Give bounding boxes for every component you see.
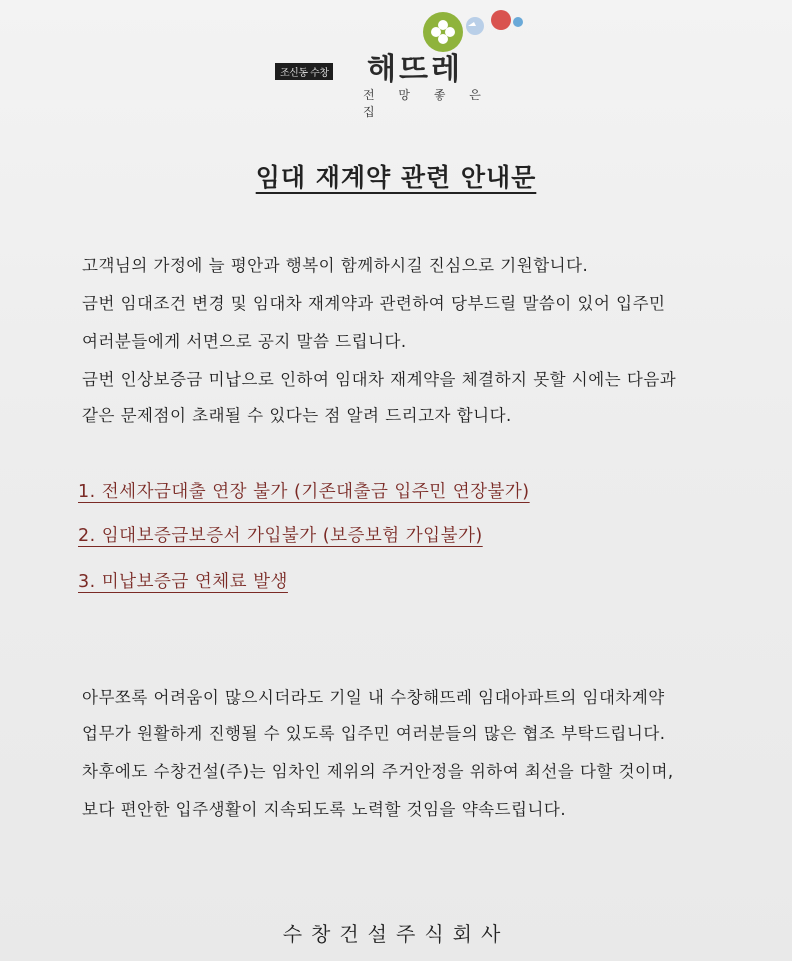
intro-line: 여러분들에게 서면으로 공지 말씀 드립니다. xyxy=(82,332,407,351)
notice-item: 3. 미납보증금 연체료 발생 xyxy=(78,572,288,592)
closing-line: 보다 편안한 입주생활이 지속되도록 노력할 것임을 약속드립니다. xyxy=(82,800,567,819)
closing-line: 차후에도 수창건설(주)는 임차인 제위의 주거안정을 위하여 최선을 다할 것이며, xyxy=(82,762,674,781)
logo-tagline: 전 망 좋 은 집 xyxy=(363,88,491,119)
closing-line: 아무쪼록 어려움이 많으시더라도 기일 내 수창해뜨레 임대아파트의 임대차계약 xyxy=(82,688,665,707)
intro-line: 금번 임대조건 변경 및 임대차 재계약과 관련하여 당부드릴 말씀이 있어 입주민 xyxy=(82,294,666,313)
document-title-text: 임대 재계약 관련 안내문 xyxy=(255,163,537,192)
document-title xyxy=(0,158,792,194)
logo-badge: 조신동 수창 xyxy=(275,63,333,80)
company-signature: 수창건설주식회사 xyxy=(282,922,510,946)
intro-line: 금번 인상보증금 미납으로 인하여 임대차 재계약을 체결하지 못할 시에는 다음과 xyxy=(82,370,677,389)
notice-item: 2. 임대보증금보증서 가입불가 (보증보험 가입불가) xyxy=(78,526,483,546)
notice-item: 1. 전세자금대출 연장 불가 (기존대출금 입주민 연장불가) xyxy=(78,482,530,502)
closing-line: 업무가 원활하게 진행될 수 있도록 입주민 여러분들의 많은 협조 부탁드립니다. xyxy=(82,724,666,743)
intro-line: 고객님의 가정에 늘 평안과 행복이 함께하시길 진심으로 기원합니다. xyxy=(82,256,589,275)
company-logo xyxy=(275,6,525,119)
logo-name: 해뜨레 xyxy=(367,52,463,87)
intro-line: 같은 문제점이 초래될 수 있다는 점 알려 드리고자 합니다. xyxy=(82,406,512,425)
